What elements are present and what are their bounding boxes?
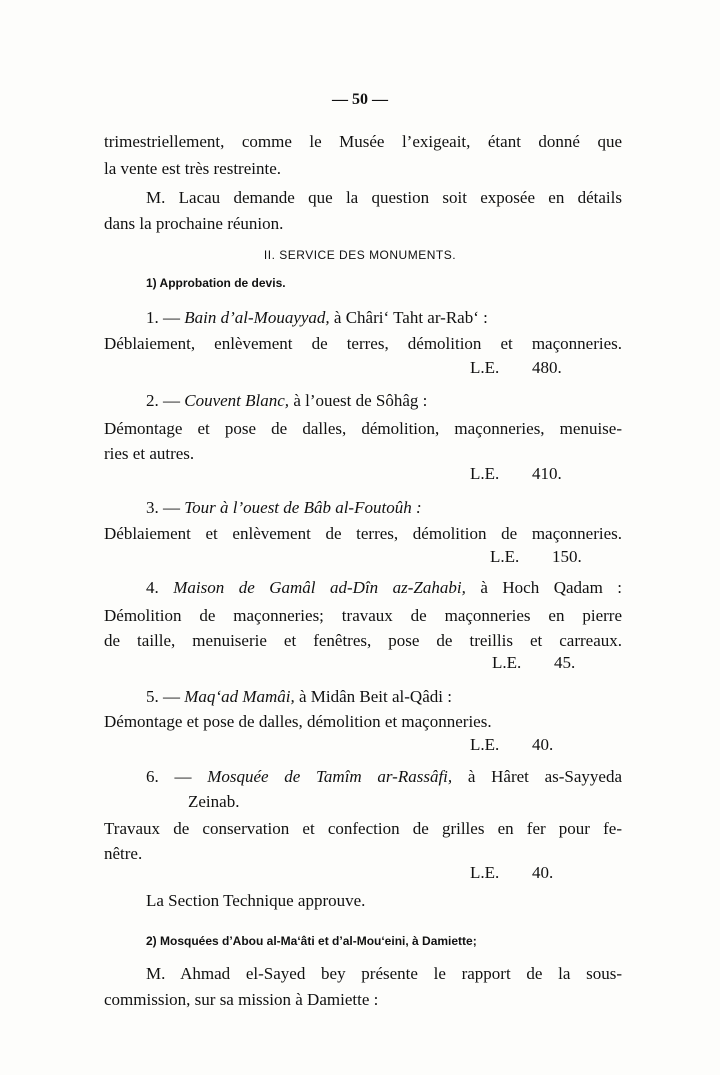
subsection-heading-1: 1) Approbation de devis. (146, 276, 286, 290)
item-6-amount (470, 862, 600, 884)
item-4-amount (492, 652, 622, 674)
item-5-desc-1: Démontage et pose de dalles, démolition et maçonneries. (104, 712, 492, 731)
item-6-title: Mosquée de Tamîm ar-Rassâfi, (207, 767, 453, 786)
item-2-desc-2: ries et autres. (104, 444, 195, 463)
item-1-number: 1. — (146, 308, 180, 327)
intro-line-4: dans la prochaine réunion. (104, 214, 284, 233)
closing-line-1: M. Ahmad el-Sayed bey présente le rapport de la sous- (146, 964, 622, 983)
item-2-place: à l’ouest de Sôhâg : (293, 391, 428, 410)
item-4-desc-1: Démolition de maçonneries; travaux de maçonneries en pierre (104, 606, 622, 625)
section-heading: II. SERVICE DES MONUMENTS. (263, 248, 457, 262)
item-4-value: 45. (554, 653, 576, 672)
item-5-amount (470, 734, 600, 756)
item-6-place: à Hâret as-Sayyeda (467, 767, 623, 786)
item-2-currency: L.E. (470, 464, 500, 483)
item-5-heading (146, 686, 452, 708)
item-2-number: 2. — (146, 391, 180, 410)
item-5-title: Maq‘ad Mamâi, (184, 687, 295, 706)
item-5-currency: L.E. (470, 735, 500, 754)
item-3-value: 150. (552, 547, 582, 566)
item-4-heading (146, 577, 622, 599)
item-4-currency: L.E. (492, 653, 522, 672)
item-4-title: Maison de Gamâl ad-Dîn az-Zahabi, (173, 578, 466, 597)
intro-line-1: trimestriellement, comme le Musée l’exigeait, étant donné que (104, 132, 622, 151)
item-1-title: Bain d’al-Mouayyad, (184, 308, 330, 327)
item-2-amount (470, 463, 600, 485)
item-1-currency: L.E. (470, 358, 500, 377)
item-6-number: 6. — (146, 767, 192, 786)
item-6-currency: L.E. (470, 863, 500, 882)
item-5-place: à Midân Beit al-Qâdi : (298, 687, 452, 706)
item-3-number: 3. — (146, 498, 180, 517)
item-1-heading (146, 307, 488, 329)
item-5-value: 40. (532, 735, 554, 754)
item-2-desc-1: Démontage et pose de dalles, démolition, maçonneries, menuise- (104, 419, 622, 438)
item-2-heading (146, 390, 427, 412)
closing-line-2: commission, sur sa mission à Damiette : (104, 990, 379, 1009)
item-3-desc-1: Déblaiement et enlèvement de terres, démolition de maçonneries. (104, 524, 622, 543)
approval-text: La Section Technique approuve. (146, 891, 366, 910)
item-2-value: 410. (532, 464, 562, 483)
item-1-value: 480. (532, 358, 562, 377)
intro-line-3: M. Lacau demande que la question soit exposée en détails (146, 188, 622, 207)
item-6-desc-2: nêtre. (104, 844, 143, 863)
page-number: — 50 — (332, 91, 388, 108)
item-2-title: Couvent Blanc, (184, 391, 290, 410)
item-5-number: 5. — (146, 687, 180, 706)
item-4-desc-2: de taille, menuiserie et fenêtres, pose de treillis et carreaux. (104, 631, 622, 650)
item-3-amount (490, 546, 620, 568)
intro-line-2: la vente est très restreinte. (104, 159, 282, 178)
item-6-value: 40. (532, 863, 554, 882)
item-4-place: à Hoch Qadam : (480, 578, 622, 597)
item-1-place: à Châri‘ Taht ar-Rab‘ : (333, 308, 488, 327)
item-6-desc-1: Travaux de conservation et confection de grilles en fer pour fe- (104, 819, 622, 838)
subsection-heading-2: 2) Mosquées d’Abou al-Ma‘âti et d’al-Mou‘eini, à Damiette; (146, 934, 477, 948)
item-4-number: 4. (146, 578, 159, 597)
item-6-heading (146, 766, 622, 788)
item-3-heading (146, 497, 422, 519)
item-3-currency: L.E. (490, 547, 520, 566)
item-1-desc-1: Déblaiement, enlèvement de terres, démolition et maçonneries. (104, 334, 622, 353)
item-1-amount (470, 357, 600, 379)
item-6-place-cont: Zeinab. (188, 792, 240, 811)
item-3-title: Tour à l’ouest de Bâb al-Foutoûh : (184, 498, 422, 517)
